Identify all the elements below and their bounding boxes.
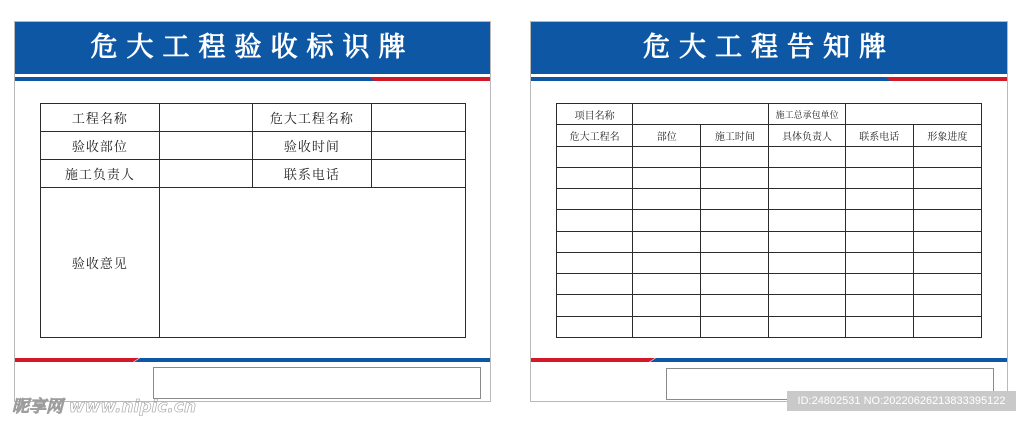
table-cell[interactable] — [701, 316, 769, 337]
table-cell[interactable] — [633, 231, 701, 252]
table-cell[interactable] — [701, 252, 769, 273]
table-row — [557, 316, 982, 337]
project-label: 项目名称 — [557, 104, 633, 125]
watermark-logo: 昵享网 www.nipic.cn — [12, 397, 197, 417]
blue-stripe — [650, 358, 1007, 362]
column-header: 具体负责人 — [769, 125, 845, 146]
table-cell[interactable] — [633, 167, 701, 188]
column-header: 形象进度 — [913, 125, 981, 146]
opinion-value[interactable] — [159, 188, 465, 338]
board-title: 危大工程告知牌 — [531, 22, 1007, 74]
cell-label: 工程名称 — [41, 104, 160, 132]
table-cell[interactable] — [557, 146, 633, 167]
blue-stripe — [15, 77, 375, 81]
table-cell[interactable] — [633, 189, 701, 210]
table-row — [557, 146, 982, 167]
table-cell[interactable] — [913, 295, 981, 316]
table-cell[interactable] — [633, 252, 701, 273]
table-cell[interactable] — [633, 274, 701, 295]
blue-stripe — [134, 358, 490, 362]
table-cell[interactable] — [769, 167, 845, 188]
table-cell[interactable] — [845, 316, 913, 337]
contractor-value[interactable] — [845, 104, 981, 125]
table-row — [557, 252, 982, 273]
cell-value[interactable] — [372, 104, 466, 132]
table-cell[interactable] — [845, 252, 913, 273]
notice-sign-board — [530, 21, 1008, 402]
table-cell[interactable] — [845, 146, 913, 167]
table-cell[interactable] — [557, 231, 633, 252]
table-cell[interactable] — [845, 274, 913, 295]
table-row — [41, 160, 466, 188]
table-cell[interactable] — [913, 189, 981, 210]
table-cell[interactable] — [769, 146, 845, 167]
red-stripe — [369, 77, 490, 81]
bottom-stripe — [15, 358, 490, 362]
table-cell[interactable] — [557, 210, 633, 231]
cell-label: 施工负责人 — [41, 160, 160, 188]
header-row — [557, 125, 982, 146]
table-cell[interactable] — [769, 274, 845, 295]
table-cell[interactable] — [769, 295, 845, 316]
table-cell[interactable] — [913, 252, 981, 273]
column-header: 联系电话 — [845, 125, 913, 146]
table-cell[interactable] — [701, 295, 769, 316]
table-cell[interactable] — [845, 167, 913, 188]
table-cell[interactable] — [913, 210, 981, 231]
notice-table — [556, 103, 982, 338]
acceptance-table — [40, 103, 466, 338]
table-cell[interactable] — [557, 316, 633, 337]
red-stripe — [15, 358, 139, 362]
table-cell[interactable] — [769, 316, 845, 337]
column-header: 施工时间 — [701, 125, 769, 146]
table-cell[interactable] — [769, 231, 845, 252]
table-row — [557, 167, 982, 188]
watermark-id: ID:24802531 NO:20220626213833395122 — [787, 391, 1016, 411]
table-cell[interactable] — [769, 252, 845, 273]
cell-label: 验收时间 — [252, 132, 372, 160]
cell-value[interactable] — [372, 160, 466, 188]
board-title: 危大工程验收标识牌 — [15, 22, 490, 74]
footer-box — [153, 367, 481, 399]
table-cell[interactable] — [845, 210, 913, 231]
table-cell[interactable] — [633, 316, 701, 337]
table-cell[interactable] — [633, 210, 701, 231]
cell-value[interactable] — [159, 104, 252, 132]
opinion-label: 验收意见 — [41, 188, 160, 338]
table-cell[interactable] — [913, 316, 981, 337]
contractor-label: 施工总承包单位 — [769, 104, 845, 125]
table-cell[interactable] — [913, 146, 981, 167]
table-cell[interactable] — [845, 295, 913, 316]
table-cell[interactable] — [557, 167, 633, 188]
table-cell[interactable] — [913, 167, 981, 188]
project-value[interactable] — [633, 104, 769, 125]
column-header: 危大工程名 — [557, 125, 633, 146]
table-cell[interactable] — [701, 210, 769, 231]
table-cell[interactable] — [769, 210, 845, 231]
table-row — [557, 104, 982, 125]
table-row — [41, 188, 466, 338]
table-cell[interactable] — [701, 167, 769, 188]
column-header: 部位 — [633, 125, 701, 146]
table-row — [557, 295, 982, 316]
table-row — [557, 189, 982, 210]
top-stripe — [15, 77, 490, 81]
table-cell[interactable] — [557, 189, 633, 210]
cell-value[interactable] — [372, 132, 466, 160]
red-stripe — [531, 358, 655, 362]
cell-value[interactable] — [159, 160, 252, 188]
table-cell[interactable] — [557, 295, 633, 316]
table-cell[interactable] — [845, 231, 913, 252]
cell-label: 验收部位 — [41, 132, 160, 160]
bottom-stripe — [531, 358, 1007, 362]
acceptance-sign-board — [14, 21, 491, 402]
cell-value[interactable] — [159, 132, 252, 160]
table-cell[interactable] — [701, 189, 769, 210]
table-cell[interactable] — [913, 274, 981, 295]
cell-label: 联系电话 — [252, 160, 372, 188]
table-cell[interactable] — [701, 274, 769, 295]
table-cell[interactable] — [633, 295, 701, 316]
table-cell[interactable] — [557, 274, 633, 295]
table-row — [557, 210, 982, 231]
table-cell[interactable] — [769, 189, 845, 210]
table-row — [41, 104, 466, 132]
table-row — [557, 231, 982, 252]
table-cell[interactable] — [633, 146, 701, 167]
table-body — [557, 146, 982, 337]
table-cell[interactable] — [557, 252, 633, 273]
blue-stripe — [531, 77, 891, 81]
table-row — [557, 274, 982, 295]
table-cell[interactable] — [913, 231, 981, 252]
red-stripe — [885, 77, 1007, 81]
table-cell[interactable] — [701, 231, 769, 252]
table-row — [41, 132, 466, 160]
top-stripe — [531, 77, 1007, 81]
table-cell[interactable] — [845, 189, 913, 210]
table-cell[interactable] — [701, 146, 769, 167]
cell-label: 危大工程名称 — [252, 104, 372, 132]
